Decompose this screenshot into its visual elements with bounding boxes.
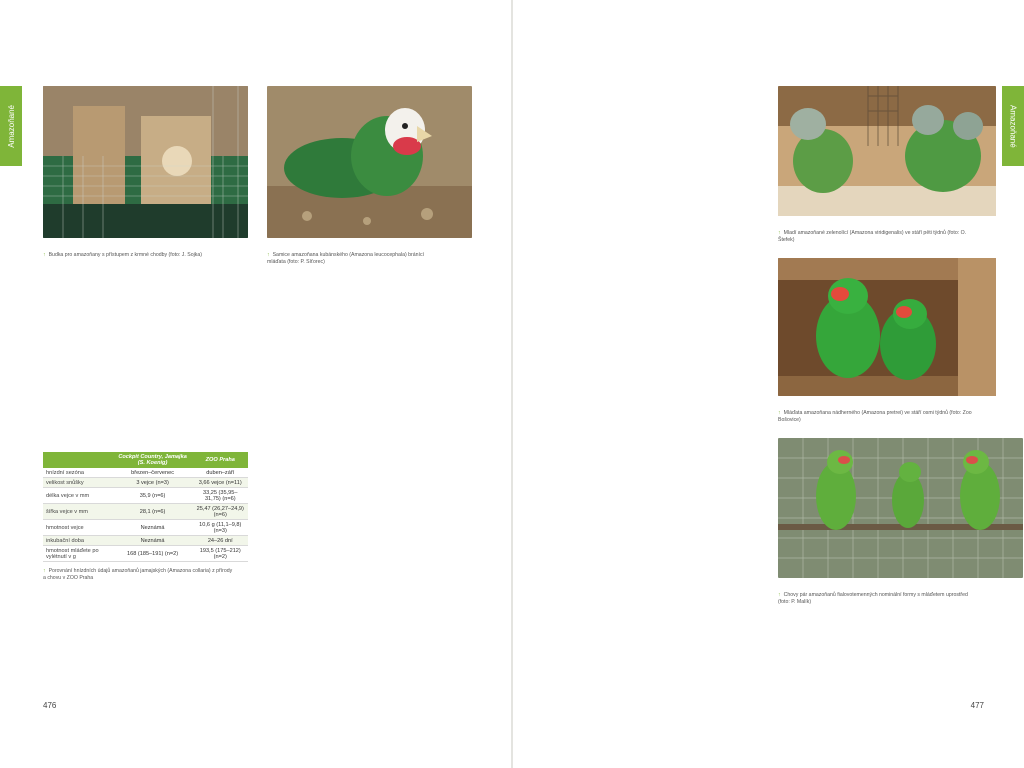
table-row bbox=[43, 520, 248, 536]
table-header-cell: Cockpit Country, Jamajka (S. Koenig) bbox=[113, 452, 193, 468]
table-header-cell bbox=[43, 452, 113, 468]
table-cell: šířka vejce v mm bbox=[43, 504, 113, 520]
body-text-left-col2 bbox=[267, 280, 472, 690]
amazon-chicks-illustration bbox=[778, 258, 996, 396]
caption-amazon-chicks: ↑ Mláďata amazoňana nádherného (Amazona pretrei) ve stáří osmi týdnů (foto: Zoo Bošovice) bbox=[778, 410, 972, 423]
section-tab-label: Amazoňané bbox=[1008, 104, 1018, 148]
table-cell: inkubační doba bbox=[43, 536, 113, 546]
table-cell: 3 vejce (n=3) bbox=[113, 478, 193, 488]
page-gutter bbox=[511, 0, 513, 768]
table-cell: 168 (185–191) (n=2) bbox=[113, 546, 193, 562]
section-tab-left bbox=[0, 86, 22, 166]
pair-on-perch-illustration bbox=[778, 438, 1023, 578]
body-text-right-col1 bbox=[540, 86, 760, 690]
photo-pair-on-perch bbox=[778, 438, 1023, 578]
table-cell: 193,5 (175–212) (n=2) bbox=[193, 546, 248, 562]
nest-box-illustration bbox=[43, 86, 248, 238]
caption-arrow-icon: ↑ bbox=[778, 592, 781, 598]
body-text-left-col1-bottom bbox=[43, 586, 248, 690]
photo-nest-box bbox=[43, 86, 248, 238]
caption-young-amazons: ↑ Mladí amazoňané zelenolící (Amazona viridigenalis) ve stáří pěti týdnů (foto: O. Štefek) bbox=[778, 230, 967, 243]
table-header-cell: ZOO Praha bbox=[193, 452, 248, 468]
table-cell: duben–září bbox=[193, 468, 248, 478]
photo-young-amazons bbox=[778, 86, 996, 216]
caption-arrow-icon: ↑ bbox=[43, 252, 46, 258]
table-cell: hmotnost vejce bbox=[43, 520, 113, 536]
table-header-row bbox=[43, 452, 248, 468]
section-tab-label: Amazoňané bbox=[6, 104, 16, 148]
caption-arrow-icon: ↑ bbox=[43, 568, 46, 574]
table-cell: Neznámá bbox=[113, 520, 193, 536]
young-amazons-illustration bbox=[778, 86, 996, 216]
caption-arrow-icon: ↑ bbox=[778, 410, 781, 416]
table-cell: 25,47 (26,27–24,9) (n=6) bbox=[193, 504, 248, 520]
caption-pair-on-perch: ↑ Chovy pár amazoňanů fialovotemenných nominální formy s mláďetem uprostřed (foto: P. Malík) bbox=[778, 592, 968, 605]
table-cell: 33,25 (35,95–31,75) (n=6) bbox=[193, 488, 248, 504]
table-cell: březen–červenec bbox=[113, 468, 193, 478]
section-tab-right bbox=[1002, 86, 1024, 166]
cuban-amazon-illustration bbox=[267, 86, 472, 238]
table-cell: 10,6 g (11,1–9,8) (n=3) bbox=[193, 520, 248, 536]
caption-arrow-icon: ↑ bbox=[778, 230, 781, 236]
body-text-left-col1-top bbox=[43, 280, 248, 444]
nesting-data-table bbox=[43, 452, 248, 562]
table-row bbox=[43, 546, 248, 562]
caption-nest-box: ↑ Budka pro amazoňany s přístupem z krmné chodby (foto: J. Sojka) bbox=[43, 252, 202, 258]
table-cell: velikost snůšky bbox=[43, 478, 113, 488]
table-row bbox=[43, 504, 248, 520]
table-cell: hmotnost mláďete po vylétnutí v g bbox=[43, 546, 113, 562]
table-cell: 35,9 (n=6) bbox=[113, 488, 193, 504]
table-cell: 3,66 vejce (n=11) bbox=[193, 478, 248, 488]
table-row bbox=[43, 536, 248, 546]
table-cell: hnízdní sezóna bbox=[43, 468, 113, 478]
table-cell: Neznámá bbox=[113, 536, 193, 546]
caption-cuban-amazon: ↑ Samice amazoňana kubánského (Amazona leucocephala) bránící mláďata (foto: P. Síťorec) bbox=[267, 252, 424, 265]
photo-amazon-chicks bbox=[778, 258, 996, 396]
caption-arrow-icon: ↑ bbox=[267, 252, 270, 258]
table-row bbox=[43, 478, 248, 488]
table-cell: délka vejce v mm bbox=[43, 488, 113, 504]
table-row bbox=[43, 488, 248, 504]
page-number-right: 477 bbox=[970, 701, 984, 710]
table-row bbox=[43, 468, 248, 478]
table-cell: 28,1 (n=6) bbox=[113, 504, 193, 520]
caption-table: ↑ Porovnání hnízdních údajů amazoňanů jamajských (Amazona collaria) z přírody a chovu v ZOO Praha bbox=[43, 568, 233, 581]
body-text-right-col2-bottom bbox=[778, 624, 996, 690]
page-number-left: 476 bbox=[43, 701, 57, 710]
photo-cuban-amazon bbox=[267, 86, 472, 238]
table-cell: 24–26 dní bbox=[193, 536, 248, 546]
